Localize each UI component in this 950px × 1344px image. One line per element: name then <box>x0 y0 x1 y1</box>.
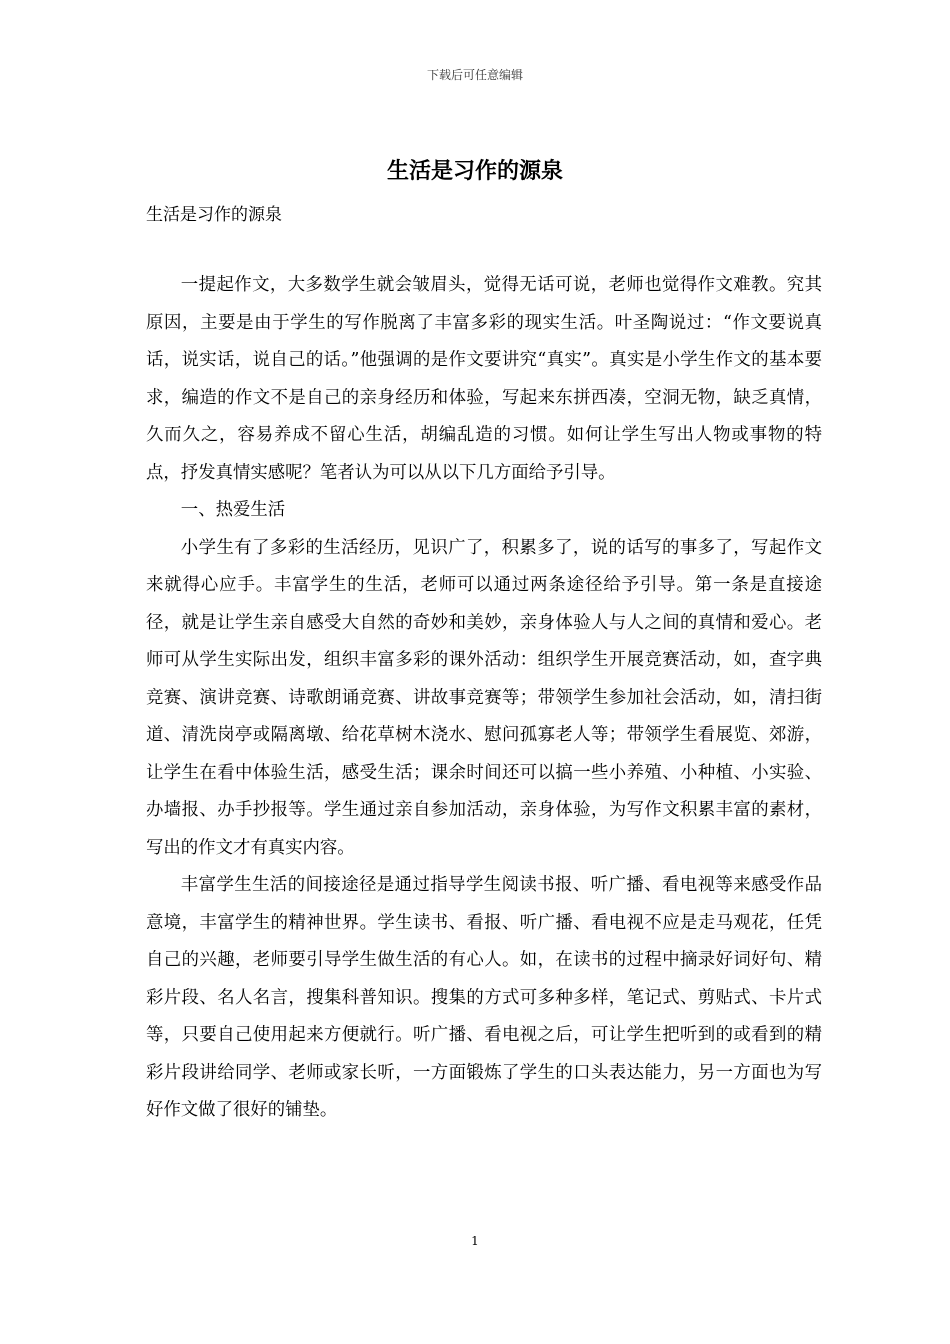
document-subtitle: 生活是习作的源泉 <box>146 205 282 225</box>
page-number: 1 <box>471 1234 479 1248</box>
document-body <box>146 267 822 1130</box>
paragraph-direct-path: 小学生有了多彩的生活经历，见识广了，积累多了，说的话写的事多了，写起作文来就得心应手。丰富学生的生活，老师可以通过两条途径给予引导。第一条是直接途径，就是让学生亲自感受大自然的奇妙和美妙，亲身体验人与人之间的真情和爱心。老师可从学生实际出发，组织丰富多彩的课外活动：组织学生开展竞赛活动，如，查字典竞赛、演讲竞赛、诗歌朗诵竞赛、讲故事竞赛等；带领学生参加社会活动，如，清扫街道、清洗岗亭或隔离墩、给花草树木浇水、慰问孤寡老人等；带领学生看展览、郊游，让学生在看中体验生活，感受生活；课余时间还可以搞一些小养殖、小种植、小实验、办墙报、办手抄报等。学生通过亲自参加活动，亲身体验，为写作文积累丰富的素材，写出的作文才有真实内容。 <box>146 537 822 858</box>
paragraph-intro: 一提起作文，大多数学生就会皱眉头，觉得无话可说，老师也觉得作文难教。究其原因，主要是由于学生的写作脱离了丰富多彩的现实生活。叶圣陶说过：“作文要说真话，说实话，说自己的话。”他强调的是作文要讲究“真实”。真实是小学生作文的基本要求，编造的作文不是自己的亲身经历和体验，写起来东拼西凑，空洞无物，缺乏真情，久而久之，容易养成不留心生活，胡编乱造的习惯。如何让学生写出人物或事物的特点，抒发真情实感呢？笔者认为可以从以下几方面给予引导。 <box>146 275 822 483</box>
section-heading: 一、热爱生活 <box>180 500 286 520</box>
header-note: 下载后可任意编辑 <box>426 68 523 82</box>
document-title: 生活是习作的源泉 <box>386 159 563 184</box>
paragraph-indirect-path: 丰富学生生活的间接途径是通过指导学生阅读书报、听广播、看电视等来感受作品意境，丰富学生的精神世界。学生读书、看报、听广播、看电视不应是走马观花，任凭自己的兴趣，老师要引导学生做生活的有心人。如，在读书的过程中摘录好词好句、精彩片段、名人名言，搜集科普知识。搜集的方式可多种多样，笔记式、剪贴式、卡片式等，只要自己使用起来方便就行。听广播、看电视之后，可让学生把听到的或看到的精彩片段讲给同学、老师或家长听，一方面锻炼了学生的口头表达能力，另一方面也为写好作文做了很好的铺垫。 <box>146 875 822 1120</box>
